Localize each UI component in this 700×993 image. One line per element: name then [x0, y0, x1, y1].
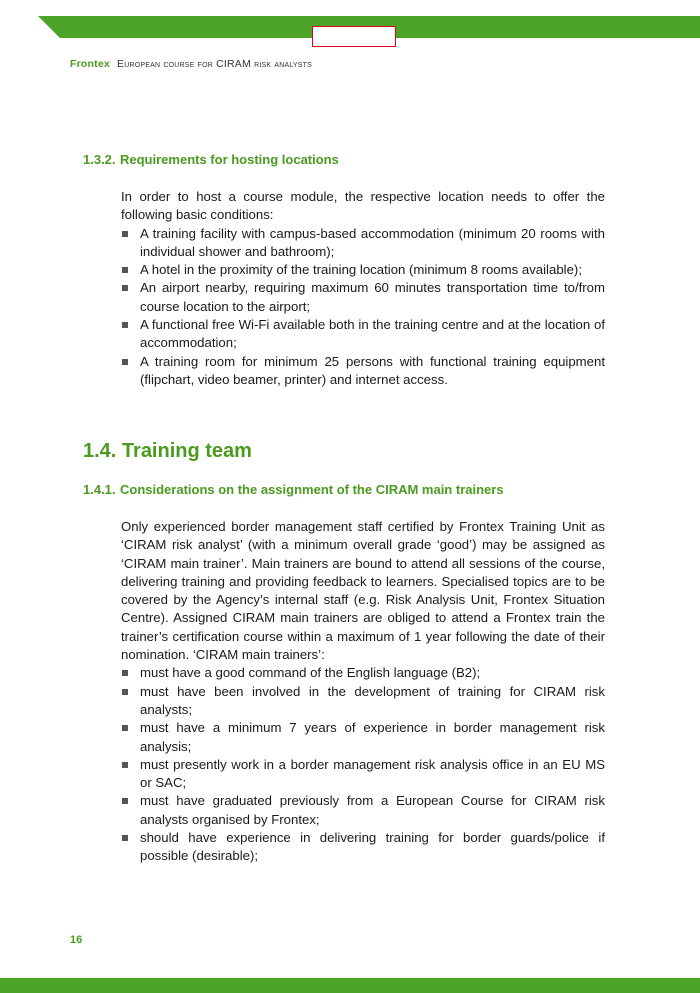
list-item-text: An airport nearby, requiring maximum 60 minutes transportation time to/from course location to the airport;: [140, 280, 605, 314]
square-bullet-icon: [122, 322, 128, 328]
list-item-text: should have experience in delivering training for border guards/police if possible (desirable);: [140, 830, 605, 864]
square-bullet-icon: [122, 267, 128, 273]
list-item: [121, 683, 605, 720]
square-bullet-icon: [122, 835, 128, 841]
list-item-text: A hotel in the proximity of the training location (minimum 8 rooms available);: [140, 262, 582, 278]
list-item-text: must have been involved in the development of training for CIRAM risk analysts;: [140, 683, 605, 717]
square-bullet-icon: [122, 798, 128, 804]
list-item-text: must have a good command of the English language (B2);: [140, 665, 481, 681]
list-item-text: A functional free Wi-Fi available both in the training centre and at the location of accommodation;: [140, 317, 605, 351]
list-item: [121, 792, 605, 829]
list-item: [121, 756, 605, 793]
section-heading-1-4-1: [83, 482, 504, 497]
section-heading-1-4: 1.4. Training team: [83, 440, 252, 462]
square-bullet-icon: [122, 231, 128, 237]
list-item-text: must have a minimum 7 years of experience in border management risk analysis;: [140, 720, 605, 754]
bottom-green-band: [0, 978, 700, 993]
square-bullet-icon: [122, 670, 128, 676]
list-item: [121, 279, 605, 316]
square-bullet-icon: [122, 725, 128, 731]
bullet-list: [121, 225, 605, 390]
section-body-1-4-1: [121, 518, 605, 866]
list-item-text: must presently work in a border management risk analysis office in an EU MS or SAC;: [140, 756, 605, 791]
section-number: 1.3.2.: [83, 152, 116, 167]
list-item: [121, 829, 605, 866]
section-number: 1.4.1.: [83, 482, 116, 497]
square-bullet-icon: [122, 762, 128, 768]
section-title: Requirements for hosting locations: [120, 152, 339, 167]
section-body-1-3-2: [121, 188, 605, 389]
page-number: 16: [70, 934, 83, 946]
square-bullet-icon: [122, 285, 128, 291]
section-heading-1-3-2: [83, 152, 339, 167]
paragraph: Only experienced border management staff certified by Frontex Training Unit as ‘CIRAM risk analyst’ (with a minimum overall grade ‘good’) may be assigned as ‘CIRAM main trainer’. Main trainers are bound to attend all sessions of the course, delivering training and providing feedback to learners. Specialised topics are to be covered by the Agency’s internal staff (e.g. Risk Analysis Unit, Frontex Situation Centre). Assigned CIRAM main trainers are obliged to attend a Frontex train the trainer’s certification course within a maximum of 1 year following the date of their nomination. ‘CIRAM main trainers’:: [121, 519, 605, 663]
running-header: [70, 58, 312, 70]
list-item: [121, 664, 605, 682]
paragraph: In order to host a course module, the respective location needs to offer the following basic conditions:: [121, 189, 605, 223]
square-bullet-icon: [122, 689, 128, 695]
list-item: [121, 719, 605, 756]
brand-name: Frontex: [70, 58, 110, 70]
list-item-text: A training facility with campus-based accommodation (minimum 20 rooms with individual shower and bathroom);: [140, 225, 605, 259]
list-item: [121, 353, 605, 390]
square-bullet-icon: [122, 359, 128, 365]
running-title: European course for CIRAM risk analysts: [117, 58, 312, 70]
bullet-list: [121, 664, 605, 865]
list-item: [121, 316, 605, 353]
list-item: [121, 261, 605, 279]
list-item-text: A training room for minimum 25 persons with functional training equipment (flipchart, video beamer, printer) and internet access.: [140, 353, 605, 387]
list-item: [121, 225, 605, 262]
list-item-text: must have graduated previously from a European Course for CIRAM risk analysts organised by Frontex;: [140, 793, 605, 827]
red-marker-box: [312, 26, 396, 47]
section-title: Considerations on the assignment of the CIRAM main trainers: [120, 482, 504, 497]
